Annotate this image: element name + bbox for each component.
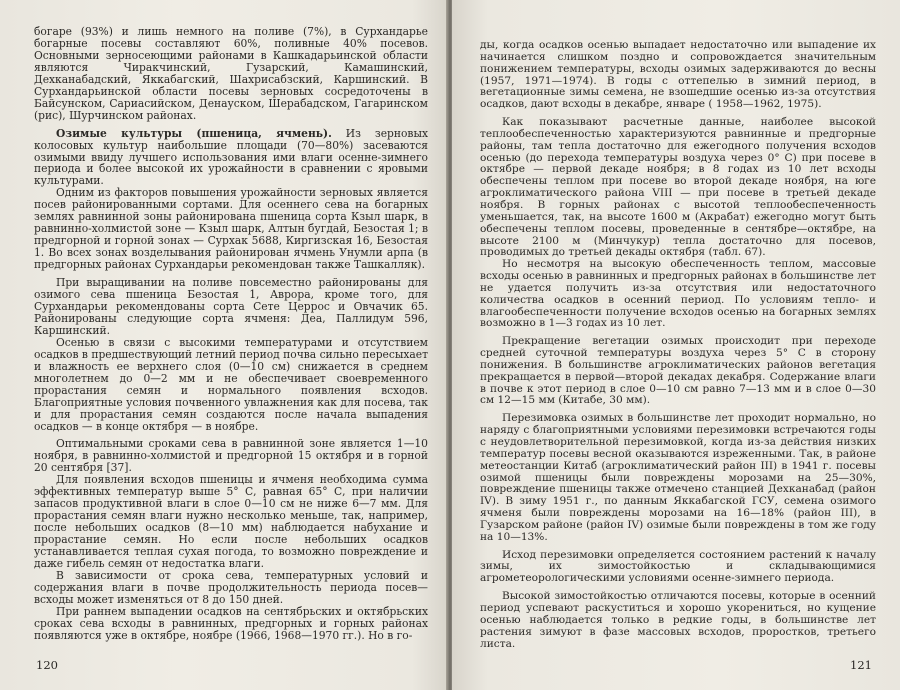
heading-paragraph-text: Из зерновых колосовых культур наибольшие площади (70—80%) засеваются озимыми ввиду лучшего использования ими влаги осенне-зимнего периода и более высокой их урожайности в сравнении с яровыми культурами. (34, 126, 428, 188)
paragraph: Как показывают расчетные данные, наиболее высокой теплообеспеченностью характеризуются равнинные и предгорные районы, там тепла достаточно для ежегодного получения всходов осенью (до перехода температуры воздуха через 0° С) при посеве в октябре — первой декаде ноября; в 8 годах из 10 лет всходы обеспечены теплом при посеве во второй декаде ноября, на юге агроклиматического района VIII — при посеве в третьей декаде ноября. В горных районах с высотой теплообеспеченность уменьшается, так, на высоте 1600 м (Акрабат) ежегодно могут быть обеспечены теплом посевы, проведенные в сентябре—октябре, на высоте 2100 м (Минчукур) тепла достаточно для посевов, проводимых до третьей декады октября (табл. 67). (480, 116, 876, 259)
paragraph: ды, когда осадков осенью выпадает недостаточно или выпадение их начинается слишком поздно и сопровождается значительным понижением температуры, всходы озимых задерживаются до весны (1957, 1971—1974). В годы с оттепелью в зимний период, в вегетационные зимы семена, не взошедшие осенью из-за отсутствия осадков, дают всходы в декабре, январе ( 1958—1962, 1975). (480, 39, 876, 111)
paragraph: В зависимости от срока сева, температурных условий и содержания влаги в почве продолжительность периода посев—всходы может изменяться от 8 до 150 дней. (34, 568, 428, 606)
right-page-text (480, 40, 876, 650)
paragraph: Для появления всходов пшеницы и ячменя необходима сумма эффективных температур выше 5° С, равная 65° С, при наличии запасов продуктивной влаги в слое 0—10 см не ниже 6—7 мм. Для прорастания семян влаги нужно несколько меньше, так, например, после небольших осадков (8—10 мм) наблюдается набухание и прорастание семян. Но если после небольших осадков устанавливается теплая сухая погода, то возможно повреждение и даже гибель семян от недостатка влаги. (34, 473, 428, 570)
left-page-text (34, 26, 428, 642)
paragraph: богаре (93%) и лишь немного на поливе (7%), в Сурхандарье богарные посевы составляют 60%, поливные 40% посевов. Основными зерносеющими районами в Кашкадарьинской области являются Чиракчинский, Гузарский, Камашинский, Дехканабадский, Яккабагский, Шахрисабзский, Каршинский. В Сурхандарьинской области посевы зерновых сосредоточены в Байсунском, Сариасийском, Денауском, Шерабадском, Гагаринском (рис), Шурчинском районах. (34, 25, 428, 122)
right-page (452, 0, 900, 690)
paragraph: Высокой зимостойкостью отличаются посевы, которые в осенний период успевают раскуститься и хорошо укорениться, но кущение осенью наблюдается только в редкие годы, в большинстве лет растения зимуют в фазе массовых всходов, проростков, третьего листа. (480, 590, 876, 650)
paragraph: Одним из факторов повышения урожайности зерновых является посев районированными сортами. Для осеннего сева на богарных землях равнинной зоны районирована пшеница сорта Кзыл шарк, в равнинно-холмистой зоне — Кзыл шарк, Алтын бугдай, Безостая 1; в предгорной и горной зонах — Сурхак 5688, Киргизская 16, Безостая 1. Во всех зонах возделывания районирован ячмень Унумли арпа (в предгорных районах Сурхандарьи рекомендован также Ташкалляк). (34, 186, 428, 272)
paragraph: Но несмотря на высокую обеспеченность теплом, массовые всходы осенью в равнинных и предгорных районах в большинстве лет не удается получить из-за отсутствия или недостаточного количества осадков в осенний период. По условиям тепло- и влагообеспеченности получение всходов осенью на богарных землях возможно в 1—3 годах из 10 лет. (480, 258, 876, 330)
paragraph: При выращивании на поливе повсеместно районированы для озимого сева пшеница Безостая 1, Аврора, кроме того, для Сурхандарьи рекомендованы сорта Сете Церрос и Овчачик 65. Районированы следующие сорта ячменя: Деа, Паллидум 596, Каршинский. (34, 276, 428, 337)
paragraph-with-heading (34, 128, 428, 188)
paragraph: Перезимовка озимых в большинстве лет проходит нормально, но наряду с благоприятными условиями перезимовки встречаются годы с неудовлетворительной перезимовкой, когда из-за действия низких температур посевы весной оказываются изреженными. Так, в районе метеостанции Китаб (агроклиматический район III) в 1941 г. посевы озимой пшеницы были повреждены морозами на 25—30%, повреждение пшеницы также отмечено станцией Дехканабад (район IV). В зиму 1951 г., по данным Яккабагской ГСУ, семена озимого ячменя были повреждены морозами на 16—18% (район III), в Гузарском районе (район IV) озимые были повреждены в том же году на 10—13%. (480, 412, 876, 543)
paragraph: Прекращение вегетации озимых происходит при переходе средней суточной температуры воздуха через 5° С в сторону понижения. В большинстве агроклиматических районов вегетация прекращается в первой—второй декадах декабря. Содержание влаги в почве к этот период в слое 0—10 см равно 7—13 мм и в слое 0—30 см 12—15 мм (Китабе, 30 мм). (480, 335, 876, 407)
page-number: 121 (850, 658, 872, 672)
paragraph: Оптимальными сроками сева в равнинной зоне является 1—10 ноября, в равнинно-холмистой и предгорной 15 октября и в горной 20 сентября [37]. (34, 437, 428, 475)
paragraph: Исход перезимовки определяется состоянием растений к началу зимы, их зимостойкостью и складывающимися агрометеорологическими условиями осенне-зимнего периода. (480, 548, 876, 585)
left-page (0, 0, 448, 690)
page-number: 120 (36, 658, 58, 672)
paragraph: Осенью в связи с высокими температурами и отсутствием осадков в предшествующий летний период почва сильно пересыхает и влажность ее верхнего слоя (0—10 см) снижается в среднем многолетнем до 0—2 мм и не обеспечивает своевременного прорастания семян и нормального появления всходов. Благоприятные условия почвенного увлажнения как для посева, так и для прорастания семян создаются после начала выпадения осадков — в конце октября — в ноябре. (34, 335, 428, 433)
paragraph: При раннем выпадении осадков на сентябрьских и октябрьских сроках сева всходы в равнинных, предгорных и горных районах появляются уже в октябре, ноябре (1966, 1968—1970 гг.). Но в го- (34, 604, 428, 642)
section-heading: Озимые культуры (пшеница, ячмень). (56, 126, 332, 140)
